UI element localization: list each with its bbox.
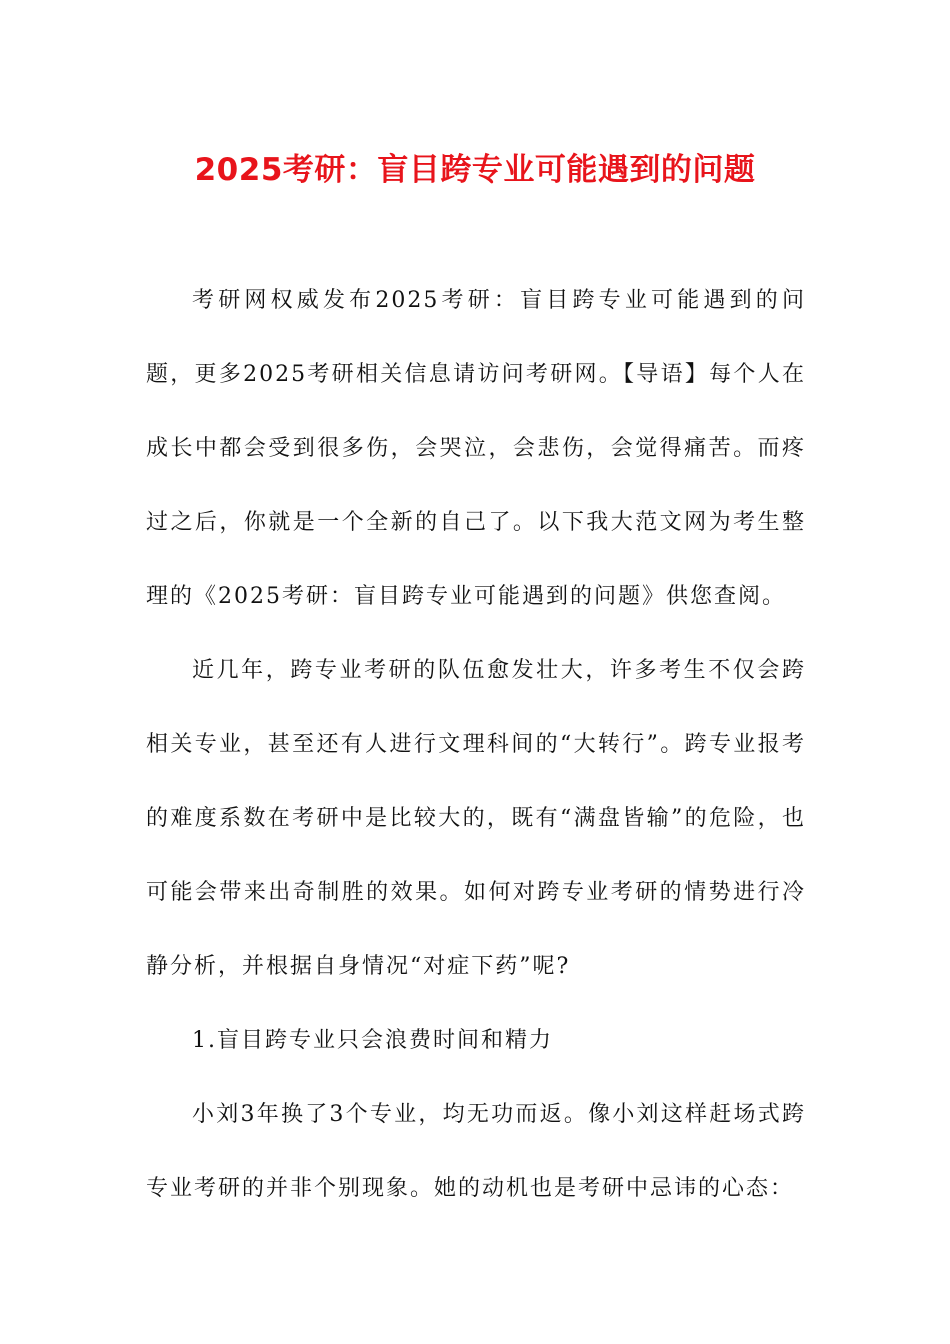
paragraph-example: 小刘3年换了3个专业，均无功而返。像小刘这样赶场式跨专业考研的并非个别现象。她的动机也是考研中忌讳的心态： — [146, 1102, 806, 1201]
section-heading-1: 1.盲目跨专业只会浪费时间和精力 — [192, 1028, 553, 1053]
document-title: 2025考研：盲目跨专业可能遇到的问题 — [194, 152, 756, 188]
paragraph-background: 近几年，跨专业考研的队伍愈发壮大，许多考生不仅会跨相关专业，甚至还有人进行文理科间的“大转行”。跨专业报考的难度系数在考研中是比较大的，既有“满盘皆输”的危险，也可能会带来出奇制胜的效果。如何对跨专业考研的情势进行冷静分析，并根据自身情况“对症下药”呢? — [146, 658, 806, 979]
document-body — [146, 264, 806, 1226]
paragraph-intro: 考研网权威发布2025考研：盲目跨专业可能遇到的问题，更多2025考研相关信息请访问考研网。【导语】每个人在成长中都会受到很多伤，会哭泣，会悲伤，会觉得痛苦。而疼过之后，你就是一个全新的自己了。以下我大范文网为考生整理的《2025考研：盲目跨专业可能遇到的问题》供您查阅。 — [146, 288, 806, 609]
